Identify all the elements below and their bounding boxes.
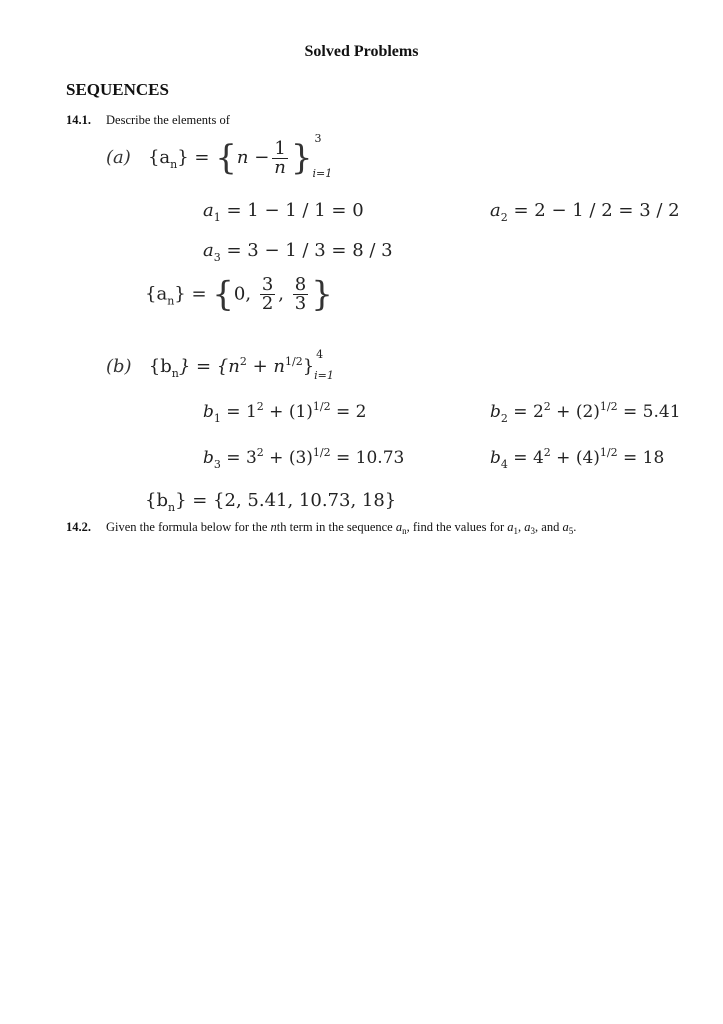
page-title: Solved Problems	[304, 43, 419, 60]
equation-b4: $b_4 = 4^2 + (4)^{1/2} = 18$	[490, 446, 665, 471]
problem-text: Describe the elements of	[106, 113, 230, 127]
equation-b3: $b_3 = 3^2 + (3)^{1/2} = 10.73$	[203, 446, 405, 471]
problem-number: 14.1.	[66, 113, 91, 127]
equation-b2: $b_2 = 2^2 + (2)^{1/2} = 5.41$	[490, 400, 681, 425]
fraction: $\frac{1}{n}$	[274, 137, 286, 178]
equation-a1: $a_1 = 1 - 1 / 1 = 0$	[203, 200, 364, 224]
part-a-result: $\{a_n\} = \{0$, $\frac{3}{2}$ , $\frac{8}{3}$ }	[145, 274, 333, 315]
section-heading: SEQUENCES	[66, 80, 169, 99]
part-b-result: $\{b_n\} = \{2$, 5.41, 10.73, 18}	[145, 490, 397, 514]
part-b-definition: (b) $\{b_n\} = \{n^2 + n^{1/2}\}$ 4 i=1	[106, 348, 334, 382]
part-a-definition: (a) $\{a_n\} = \{n$ − $\frac{1}{n}$ } 3 i=1	[106, 132, 333, 180]
part-a-label: (a)	[106, 147, 131, 168]
problem-number: 14.2.	[66, 520, 91, 534]
equation-a3: $a_3 = 3 - 1 / 3 = 8 / 3$	[203, 240, 393, 264]
equation-a2: $a_2 = 2 - 1 / 2 = 3 / 2$	[490, 200, 680, 224]
problem-14-1	[66, 113, 230, 128]
part-b-label: (b)	[106, 356, 132, 377]
equation-b1: $b_1 = 1^2 + (1)^{1/2} = 2$	[203, 400, 367, 425]
problem-14-2: 14.2. Given the formula below for the nth term in the sequence $a_n$, find the values for $a_1$, $a_3$, and $a_5$.	[66, 520, 577, 536]
